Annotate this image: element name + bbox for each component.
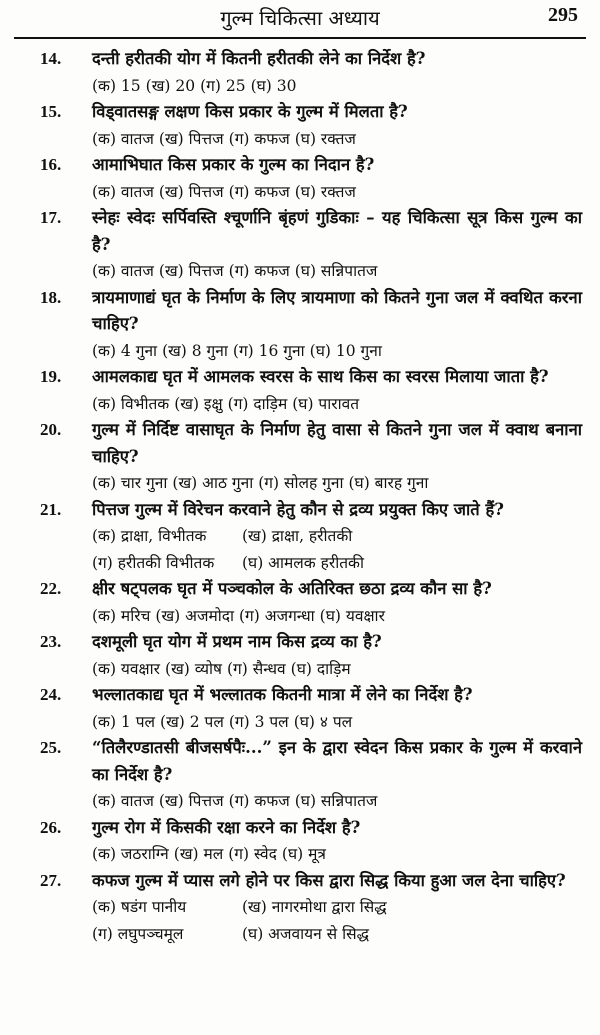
option: (घ) यवक्षार xyxy=(319,606,385,625)
option: (ग) अजगन्धा xyxy=(238,606,315,625)
question-number: 24. xyxy=(40,685,62,704)
option: (क) 15 xyxy=(92,76,141,95)
question-number: 20. xyxy=(40,420,62,439)
question-text: दशमूली घृत योग में प्रथम नाम किस द्रव्य का है? xyxy=(92,632,382,651)
option: (क) वातज xyxy=(92,129,154,148)
option: (ख) पित्तज xyxy=(158,129,224,148)
option: (ख) 8 गुना xyxy=(162,341,228,360)
option: (ग) 3 पल xyxy=(228,712,289,731)
question-item xyxy=(0,46,600,99)
question-text: आमाभिघात किस प्रकार के गुल्म का निदान है? xyxy=(92,155,375,174)
option: (ग) हरीतकी विभीतक xyxy=(92,553,215,572)
option: (ख) पित्तज xyxy=(158,262,224,280)
option: (क) वातज xyxy=(92,262,154,280)
option: (क) मरिच xyxy=(92,606,151,625)
page-number: 295 xyxy=(548,4,578,26)
question-text: कफज गुल्म में प्यास लगे होने पर किस द्वारा सिद्ध किया हुआ जल देना चाहिए? xyxy=(92,870,566,890)
option: (घ) रक्तज xyxy=(294,129,356,148)
option: (घ) ४ पल xyxy=(293,712,353,731)
question-text: गुल्म में निर्दिष्ट वासाघृत के निर्माण हेतु वासा से कितने गुना जल में क्वाथ बनाना चाहिए? xyxy=(92,420,582,466)
question-item xyxy=(0,152,600,205)
options xyxy=(92,603,582,630)
option: (क) 1 पल xyxy=(92,712,156,731)
question-list xyxy=(0,46,600,947)
chapter-title: गुल्म चिकित्सा अध्याय xyxy=(220,6,380,30)
question-text: दन्ती हरीतकी योग में कितनी हरीतकी लेने का निर्देश है? xyxy=(92,49,426,68)
options xyxy=(92,391,582,418)
question-item xyxy=(0,205,600,285)
question-item xyxy=(0,364,600,417)
option: (क) वातज xyxy=(92,182,154,201)
header-rule xyxy=(14,37,586,39)
option: (घ) दाड़िम xyxy=(290,659,351,678)
question-item xyxy=(0,815,600,868)
option: (क) षडंग पानीय xyxy=(92,898,187,916)
option: (ग) लघुपञ्चमूल xyxy=(92,924,184,943)
question-text: विड्वातसङ्ग लक्षण किस प्रकार के गुल्म में मिलता है? xyxy=(92,102,408,121)
options xyxy=(92,841,582,868)
option: (ख) व्योष xyxy=(165,659,222,678)
options xyxy=(92,338,582,365)
option: (घ) अजवायन से सिद्ध xyxy=(242,924,369,943)
option: (ख) द्राक्षा, हरीतकी xyxy=(242,527,353,545)
question-item xyxy=(0,497,600,577)
option: (ख) इक्षु xyxy=(174,394,223,413)
option: (ग) कफज xyxy=(228,129,290,148)
question-text: क्षीर षट्पलक घृत में पञ्चकोल के अतिरिक्त छठा द्रव्य कौन सा है? xyxy=(92,579,492,598)
question-number: 25. xyxy=(40,738,62,757)
option: (ग) कफज xyxy=(228,792,290,810)
options xyxy=(92,258,582,285)
question-text: गुल्म रोग में किसकी रक्षा करने का निर्देश है? xyxy=(92,817,361,837)
option: (घ) सन्निपातज xyxy=(294,262,378,280)
option: (घ) मूत्र xyxy=(281,845,326,863)
option: (क) द्राक्षा, विभीतक xyxy=(92,527,207,545)
question-item xyxy=(0,576,600,629)
options xyxy=(92,656,582,683)
options xyxy=(92,894,582,947)
option: (ख) नागरमोथा द्वारा सिद्ध xyxy=(242,898,387,916)
question-number: 16. xyxy=(40,155,62,174)
question-number: 15. xyxy=(40,102,62,121)
option: (ख) 2 पल xyxy=(160,712,224,731)
option: (ख) पित्तज xyxy=(158,182,224,201)
question-number: 26. xyxy=(40,817,62,837)
option: (ख) पित्तज xyxy=(158,792,224,810)
question-number: 23. xyxy=(40,632,62,651)
option: (घ) आमलक हरीतकी xyxy=(242,553,364,572)
option: (घ) बारह गुना xyxy=(348,474,429,492)
option: (ग) 25 xyxy=(200,76,246,95)
option: (ग) स्वेद xyxy=(228,845,277,863)
question-item xyxy=(0,735,600,815)
option: (ख) आठ गुना xyxy=(172,474,254,492)
options xyxy=(92,126,582,153)
option: (घ) रक्तज xyxy=(294,182,356,201)
question-item xyxy=(0,99,600,152)
option: (ग) सैन्धव xyxy=(226,659,286,678)
option: (ग) दाड़िम xyxy=(227,394,288,413)
option: (क) विभीतक xyxy=(92,394,170,413)
options xyxy=(92,788,582,815)
options xyxy=(92,179,582,206)
option: (ख) अजमोदा xyxy=(155,606,234,625)
question-number: 17. xyxy=(40,208,62,227)
options xyxy=(92,709,582,736)
question-item xyxy=(0,629,600,682)
question-number: 19. xyxy=(40,367,62,386)
question-text: भल्लातकाद्य घृत में भल्लातक कितनी मात्रा में लेने का निर्देश है? xyxy=(92,685,473,704)
option: (क) जठराग्नि xyxy=(92,845,169,863)
question-number: 21. xyxy=(40,499,62,519)
question-item xyxy=(0,417,600,497)
option: (ग) कफज xyxy=(228,182,290,201)
option: (घ) 10 गुना xyxy=(309,341,382,360)
page-header xyxy=(0,0,600,38)
option: (ग) 16 गुना xyxy=(232,341,305,360)
option: (ख) मल xyxy=(173,845,224,863)
options xyxy=(92,523,582,576)
options xyxy=(92,73,582,100)
option: (ग) सोलह गुना xyxy=(258,474,344,492)
option: (क) वातज xyxy=(92,792,154,810)
option: (घ) सन्निपातज xyxy=(294,792,378,810)
question-item xyxy=(0,868,600,948)
question-number: 22. xyxy=(40,579,62,598)
option: (क) यवक्षार xyxy=(92,659,161,678)
question-number: 14. xyxy=(40,49,62,68)
option: (क) चार गुना xyxy=(92,474,168,492)
question-item xyxy=(0,285,600,365)
option: (घ) पारावत xyxy=(292,394,360,413)
option: (ग) कफज xyxy=(228,262,290,280)
options xyxy=(92,470,582,497)
question-text: त्रायमाणाद्यं घृत के निर्माण के लिए त्रायमाणा को कितने गुना जल में क्वथित करना चाहिए? xyxy=(92,287,582,333)
question-number: 27. xyxy=(40,870,62,890)
option: (ख) 20 xyxy=(145,76,196,95)
question-number: 18. xyxy=(40,287,62,307)
question-text: “तिलैरण्डातसी बीजसर्षपैः...” इन के द्वारा स्वेदन किस प्रकार के गुल्म में करवाने का निर्देश है? xyxy=(92,738,582,784)
option: (घ) 30 xyxy=(250,76,297,95)
option: (क) 4 गुना xyxy=(92,341,158,360)
question-text: स्नेहः स्वेदः सर्पिवस्ति श्चूर्णानि बृंहणं गुडिकाः – यह चिकित्सा सूत्र किस गुल्म का है? xyxy=(92,208,582,254)
question-text: आमलकाद्य घृत में आमलक स्वरस के साथ किस का स्वरस मिलाया जाता है? xyxy=(92,367,549,386)
question-item xyxy=(0,682,600,735)
question-text: पित्तज गुल्म में विरेचन करवाने हेतु कौन से द्रव्य प्रयुक्त किए जाते हैं? xyxy=(92,499,504,519)
